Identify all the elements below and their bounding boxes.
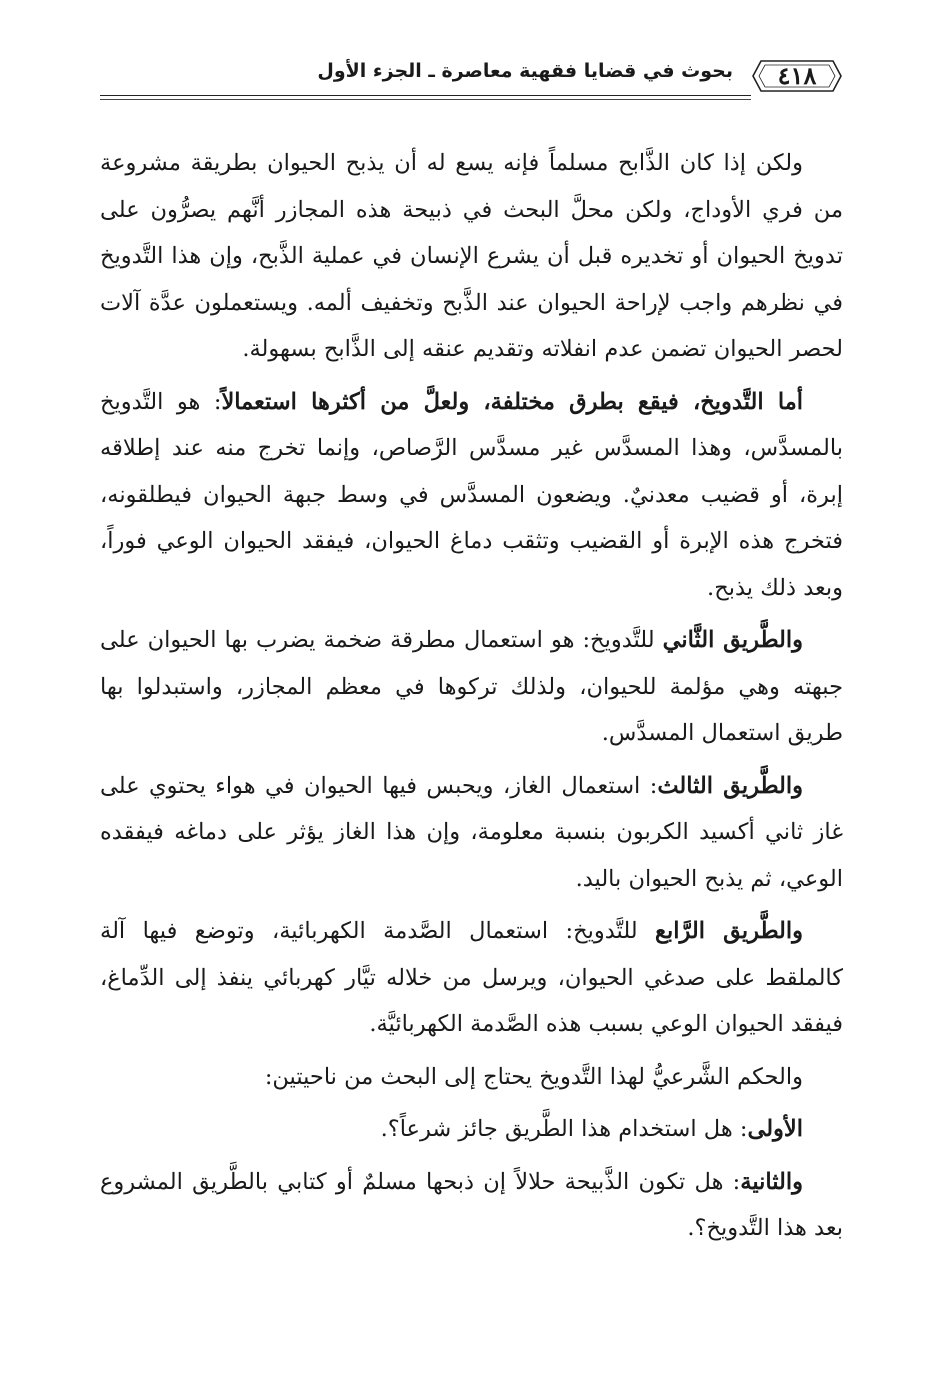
- header-rule: [100, 95, 751, 96]
- page-number: ٤١٨: [777, 61, 817, 90]
- running-title: بحوث في قضايا فقهية معاصرة ـ الجزء الأول: [317, 60, 733, 82]
- paragraph-8: [100, 1159, 843, 1252]
- paragraph-text: للتَّدويخ: استعمال الصَّدمة الكهربائية، وتوضع فيها آلة كالملقط على صدغي الحيوان، ويرسل من خلاله تيَّار كهربائي ينفذ إلى الدِّماغ، فيفقد الحيوان الوعي بسبب هذه الصَّدمة الكهربائيَّة.: [100, 918, 843, 1037]
- paragraph-lead: الأولى: [747, 1116, 803, 1142]
- paragraph-3: [100, 617, 843, 757]
- page-number-badge: [751, 58, 843, 94]
- header-rule-secondary: [100, 99, 751, 100]
- paragraph-text: : هو التَّدويخ بالمسدَّس، وهذا المسدَّس غير مسدَّس الرَّصاص، وإنما تخرج منه عند إطلاقه إبرة، أو قضيب معدنيٌ. ويضعون المسدَّس في وسط جبهة الحيوان فيطلقونه، فتخرج هذه الإبرة أو القضيب وتثقب دماغ الحيوان، فيفقد الحيوان الوعي فوراً، وبعد ذلك يذبح.: [100, 388, 843, 601]
- paragraph-7: [100, 1106, 843, 1153]
- paragraph-lead: أما التَّدويخ، فيقع بطرق مختلفة، ولعلَّ من أكثرها استعمالاً: [221, 388, 803, 415]
- paragraph-text: : هل استخدام هذا الطَّريق جائز شرعاً؟.: [380, 1116, 748, 1142]
- paragraph-lead: والطَّريق الرَّابع: [655, 918, 803, 944]
- paragraph-2: [100, 379, 843, 612]
- paragraph-6: [100, 1054, 843, 1101]
- paragraph-lead: والطَّريق الثَّاني: [662, 627, 803, 653]
- body-text: [100, 140, 843, 1252]
- paragraph-lead: والطَّريق الثالث: [657, 772, 803, 799]
- paragraph-5: [100, 908, 843, 1048]
- page-header: [100, 52, 843, 102]
- paragraph-text: : استعمال الغاز، ويحبس فيها الحيوان في هواء يحتوي على غاز ثاني أكسيد الكربون بنسبة معلومة، وإن هذا الغاز يؤثر على دماغه فيفقده الوعي، ثم يذبح الحيوان باليد.: [100, 772, 843, 892]
- paragraph-text: والحكم الشَّرعيُّ لهذا التَّدويخ يحتاج إلى البحث من ناحيتين:: [264, 1063, 803, 1090]
- paragraph-text: : هل تكون الذَّبيحة حلالاً إن ذبحها مسلمٌ أو كتابي بالطَّريق المشروع بعد هذا التَّدويخ؟.: [100, 1168, 843, 1241]
- paragraph-4: [100, 763, 843, 903]
- paragraph-lead: والثانية: [740, 1168, 803, 1195]
- paragraph-text: للتَّدويخ: هو استعمال مطرقة ضخمة يضرب بها الحيوان على جبهته وهي مؤلمة للحيوان، ولذلك تركوها في معظم المجازر، واستبدلوا بها طريق استعمال المسدَّس.: [100, 627, 843, 746]
- paragraph-1: [100, 140, 843, 373]
- paragraph-text: ولكن إذا كان الذَّابح مسلماً فإنه يسع له أن يذبح الحيوان بطريقة مشروعة من فري الأوداج، ولكن محلَّ البحث في ذبيحة هذه المجازر أنَّهم يصرُّون على تدويخ الحيوان أو تخديره قبل أن يشرع الإنسان في عملية الذَّبح، وإن هذا التَّدويخ في نظرهم واجب لإراحة الحيوان عند الذَّبح وتخفيف ألمه. ويستعملون عدَّة آلات لحصر الحيوان تضمن عدم انفلاته وتقديم عنقه إلى الذَّابح بسهولة.: [100, 150, 843, 362]
